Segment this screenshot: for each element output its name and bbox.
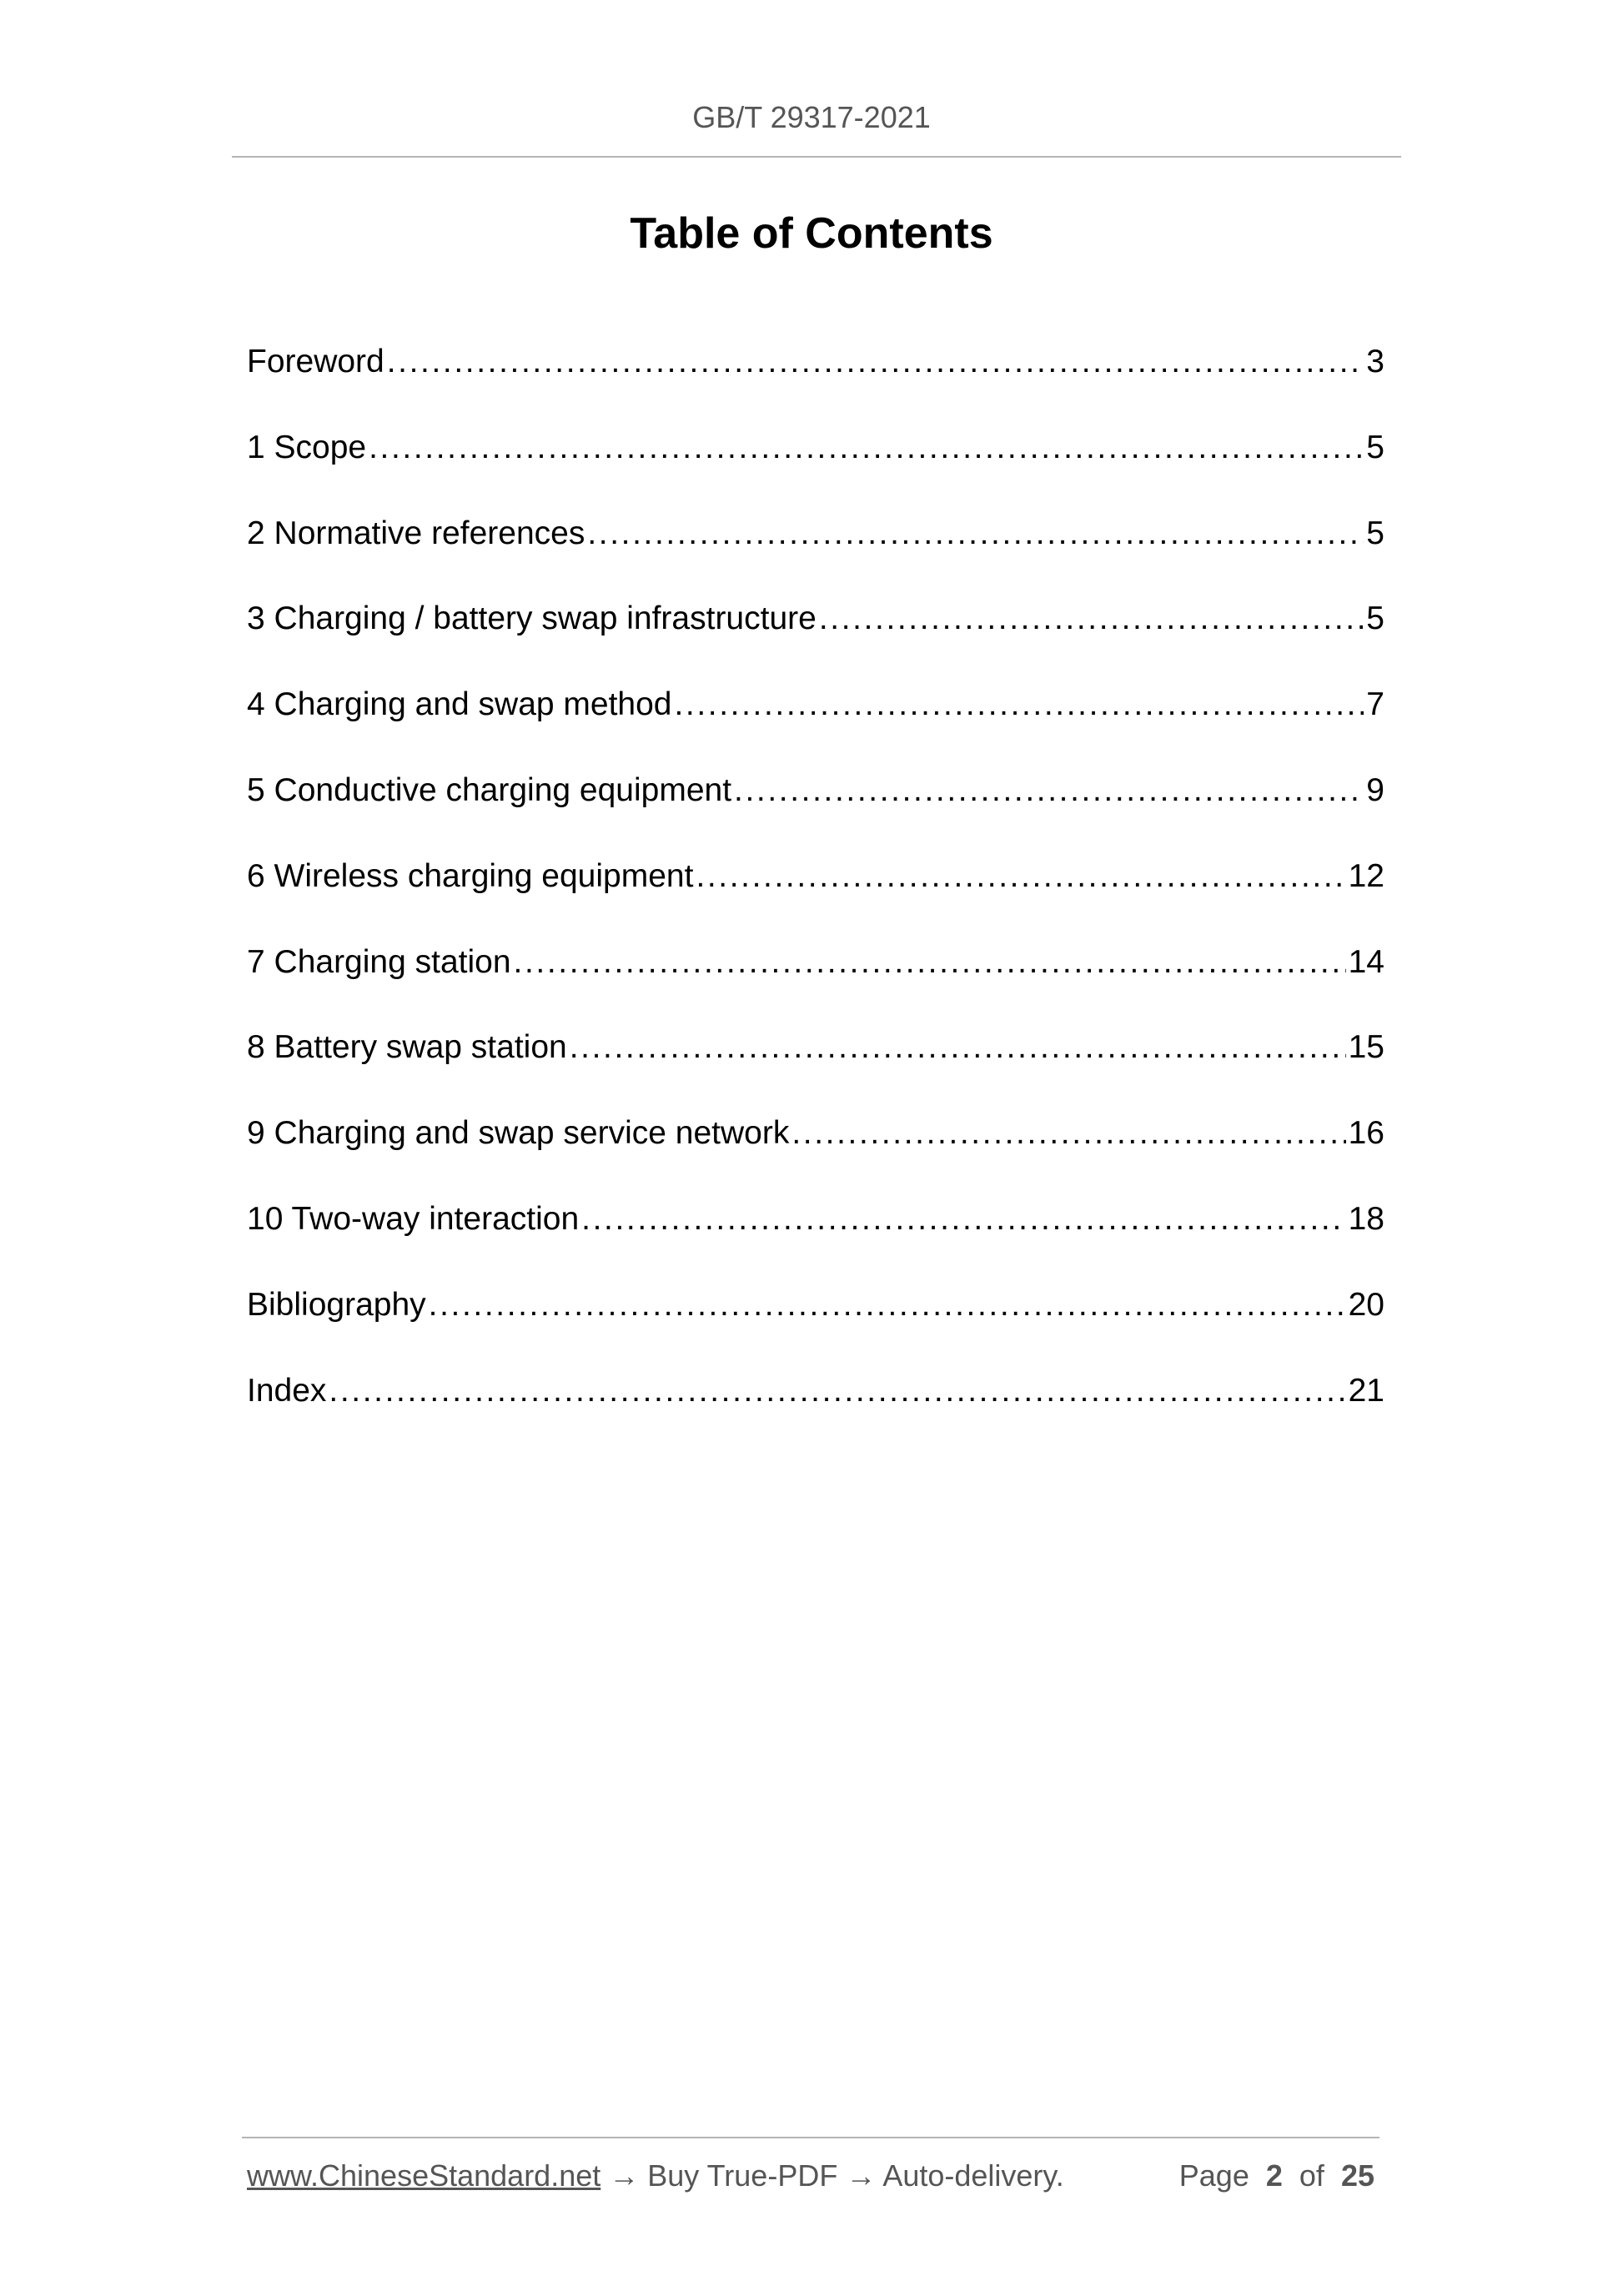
toc-entry-label: Index (247, 1372, 327, 1409)
dot-leader (514, 942, 1346, 983)
toc-entry-index[interactable] (247, 1370, 1384, 1456)
toc-entry-scope[interactable] (247, 427, 1384, 513)
toc-entry-page: 3 (1366, 344, 1384, 379)
page-title: Table of Contents (630, 209, 993, 258)
toc-entry-page: 18 (1348, 1200, 1384, 1237)
toc-entry-label: 10 Two-way interaction (247, 1200, 580, 1237)
dot-leader (791, 1113, 1345, 1154)
toc-entry-label: 6 Wireless charging equipment (247, 857, 694, 894)
toc-entry-page: 7 (1366, 686, 1384, 723)
toc-entry-page: 5 (1366, 429, 1384, 465)
toc-entry-label: 7 Charging station (247, 943, 511, 980)
toc-entry-label: 4 Charging and swap method (247, 686, 672, 723)
page-word: Page (1178, 2158, 1249, 2193)
dot-leader (369, 427, 1364, 469)
toc-entry-label: 2 Normative references (247, 515, 585, 551)
page-footer (247, 2155, 1374, 2197)
toc-entry-foreword[interactable] (247, 341, 1384, 427)
toc-entry-page: 5 (1366, 515, 1384, 551)
footer-promo (247, 2155, 1064, 2197)
page-indicator (1179, 2155, 1374, 2197)
dot-leader (581, 1198, 1345, 1240)
dot-leader (587, 513, 1364, 555)
toc-entry-label: Foreword (247, 344, 384, 379)
toc-entry-page: 14 (1348, 943, 1384, 980)
document-code-header: GB/T 29317-2021 (692, 100, 931, 134)
dot-leader (570, 1027, 1346, 1068)
toc-entry-page: 5 (1366, 600, 1384, 637)
toc-entry-page: 20 (1348, 1286, 1384, 1323)
toc-entry-battery-swap-station[interactable] (247, 1027, 1384, 1113)
toc-entry-label: 3 Charging / battery swap infrastructure (247, 600, 817, 637)
dot-leader (675, 684, 1364, 726)
toc-entry-label: 5 Conductive charging equipment (247, 771, 732, 808)
total-pages-number: 25 (1340, 2158, 1374, 2193)
toc-entry-charging-infrastructure[interactable] (247, 598, 1384, 684)
header-divider (232, 156, 1401, 158)
dot-leader (329, 1370, 1345, 1412)
dot-leader (734, 770, 1364, 811)
toc-entry-charging-station[interactable] (247, 942, 1384, 1027)
toc-entry-charging-swap-method[interactable] (247, 684, 1384, 770)
toc-entry-page: 16 (1348, 1115, 1384, 1152)
toc-entry-normative-references[interactable] (247, 513, 1384, 599)
toc-entry-label: Bibliography (247, 1286, 426, 1323)
dot-leader (819, 598, 1364, 640)
toc-entry-page: 12 (1348, 857, 1384, 894)
website-link[interactable]: www.ChineseStandard.net (247, 2158, 601, 2193)
dot-leader (696, 856, 1345, 897)
current-page-number: 2 (1265, 2158, 1283, 2193)
toc-entry-conductive-charging[interactable] (247, 770, 1384, 856)
toc-entry-label: 1 Scope (247, 429, 367, 465)
toc-entry-page: 15 (1348, 1029, 1384, 1066)
toc-entry-label: 9 Charging and swap service network (247, 1115, 790, 1152)
table-of-contents (247, 341, 1384, 1455)
of-word: of (1299, 2158, 1324, 2193)
toc-entry-service-network[interactable] (247, 1113, 1384, 1198)
toc-entry-two-way-interaction[interactable] (247, 1198, 1384, 1284)
toc-entry-page: 9 (1366, 771, 1384, 808)
footer-tagline: → Buy True-PDF → Auto-delivery. (600, 2158, 1064, 2193)
toc-entry-wireless-charging[interactable] (247, 856, 1384, 942)
toc-entry-label: 8 Battery swap station (247, 1029, 567, 1066)
toc-entry-page: 21 (1348, 1372, 1384, 1409)
footer-divider (242, 2137, 1379, 2138)
dot-leader (387, 341, 1364, 383)
toc-entry-bibliography[interactable] (247, 1284, 1384, 1370)
dot-leader (429, 1284, 1346, 1326)
